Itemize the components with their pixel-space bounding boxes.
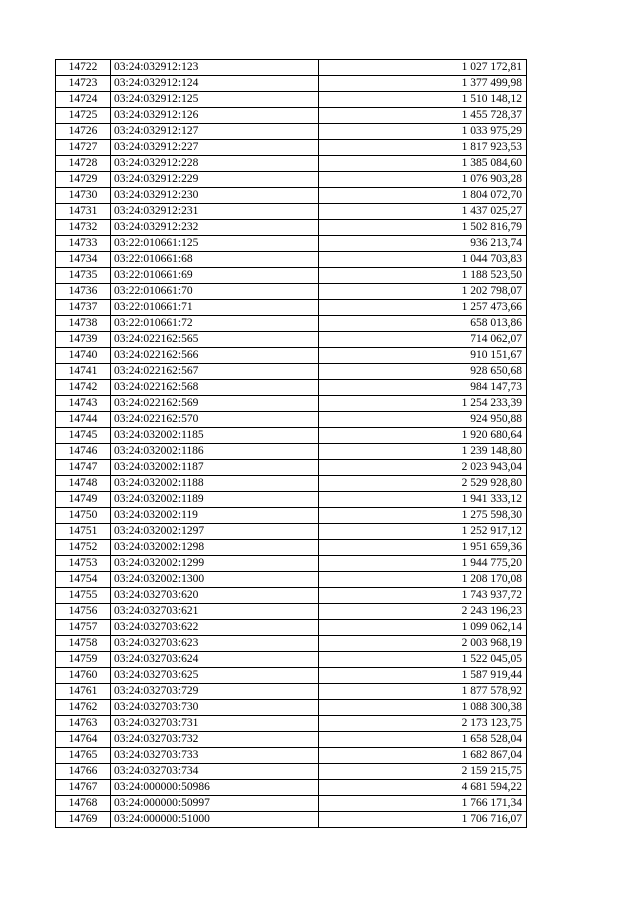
row-number-cell: 14764 [56,732,111,748]
table-row [56,588,527,604]
cadastral-number-cell: 03:24:032703:620 [111,588,319,604]
cadastral-number-cell: 03:24:032703:734 [111,764,319,780]
cadastral-value-cell: 1 455 728,37 [319,108,527,124]
row-number-cell: 14734 [56,252,111,268]
cadastral-number-cell: 03:24:032912:230 [111,188,319,204]
row-number-cell: 14762 [56,700,111,716]
cadastral-value-cell: 1 522 045,05 [319,652,527,668]
cadastral-value-cell: 1 385 084,60 [319,156,527,172]
cadastral-number-cell: 03:24:032703:730 [111,700,319,716]
table-row [56,364,527,380]
cadastral-number-cell: 03:24:032703:625 [111,668,319,684]
row-number-cell: 14739 [56,332,111,348]
cadastral-value-cell: 2 003 968,19 [319,636,527,652]
cadastral-number-cell: 03:22:010661:70 [111,284,319,300]
row-number-cell: 14755 [56,588,111,604]
table-row [56,188,527,204]
row-number-cell: 14738 [56,316,111,332]
row-number-cell: 14753 [56,556,111,572]
cadastral-value-table [55,59,527,828]
table-row [56,428,527,444]
cadastral-value-cell: 1 502 816,79 [319,220,527,236]
cadastral-value-cell: 1 044 703,83 [319,252,527,268]
table-row [56,732,527,748]
cadastral-number-cell: 03:24:022162:569 [111,396,319,412]
cadastral-value-cell: 1 088 300,38 [319,700,527,716]
cadastral-value-cell: 2 159 215,75 [319,764,527,780]
row-number-cell: 14759 [56,652,111,668]
cadastral-value-cell: 936 213,74 [319,236,527,252]
table-row [56,764,527,780]
cadastral-number-cell: 03:24:032703:624 [111,652,319,668]
cadastral-value-cell: 1 951 659,36 [319,540,527,556]
cadastral-value-cell: 1 877 578,92 [319,684,527,700]
row-number-cell: 14729 [56,172,111,188]
table-row [56,252,527,268]
table-row [56,220,527,236]
cadastral-value-cell: 2 023 943,04 [319,460,527,476]
cadastral-number-cell: 03:24:032912:229 [111,172,319,188]
cadastral-number-cell: 03:24:032002:1297 [111,524,319,540]
cadastral-value-cell: 1 587 919,44 [319,668,527,684]
table-row [56,780,527,796]
cadastral-number-cell: 03:24:000000:50986 [111,780,319,796]
cadastral-value-cell: 1 188 523,50 [319,268,527,284]
row-number-cell: 14730 [56,188,111,204]
table-row [56,300,527,316]
row-number-cell: 14725 [56,108,111,124]
cadastral-value-cell: 910 151,67 [319,348,527,364]
cadastral-value-cell: 658 013,86 [319,316,527,332]
table-row [56,796,527,812]
cadastral-value-cell: 1 682 867,04 [319,748,527,764]
cadastral-value-cell: 1 817 923,53 [319,140,527,156]
row-number-cell: 14747 [56,460,111,476]
cadastral-number-cell: 03:24:032912:228 [111,156,319,172]
cadastral-value-cell: 714 062,07 [319,332,527,348]
table-row [56,236,527,252]
table-row [56,700,527,716]
cadastral-number-cell: 03:24:032912:126 [111,108,319,124]
cadastral-number-cell: 03:24:022162:570 [111,412,319,428]
row-number-cell: 14745 [56,428,111,444]
table-row [56,92,527,108]
table-row [56,140,527,156]
cadastral-number-cell: 03:24:032703:623 [111,636,319,652]
cadastral-number-cell: 03:22:010661:68 [111,252,319,268]
cadastral-value-cell: 1 208 170,08 [319,572,527,588]
table-row [56,156,527,172]
row-number-cell: 14742 [56,380,111,396]
cadastral-value-cell: 1 920 680,64 [319,428,527,444]
table-row [56,460,527,476]
cadastral-number-cell: 03:22:010661:72 [111,316,319,332]
row-number-cell: 14765 [56,748,111,764]
cadastral-number-cell: 03:24:032002:1300 [111,572,319,588]
table-row [56,620,527,636]
cadastral-number-cell: 03:24:032002:1186 [111,444,319,460]
cadastral-value-cell: 1 437 025,27 [319,204,527,220]
cadastral-number-cell: 03:24:032912:231 [111,204,319,220]
row-number-cell: 14746 [56,444,111,460]
cadastral-number-cell: 03:24:032912:227 [111,140,319,156]
table-row [56,124,527,140]
cadastral-value-cell: 1 944 775,20 [319,556,527,572]
cadastral-number-cell: 03:24:032703:732 [111,732,319,748]
table-row [56,268,527,284]
row-number-cell: 14722 [56,60,111,76]
row-number-cell: 14758 [56,636,111,652]
cadastral-number-cell: 03:24:032703:731 [111,716,319,732]
cadastral-number-cell: 03:24:032703:622 [111,620,319,636]
row-number-cell: 14727 [56,140,111,156]
cadastral-number-cell: 03:24:000000:51000 [111,812,319,828]
cadastral-number-cell: 03:24:022162:567 [111,364,319,380]
cadastral-value-cell: 1 076 903,28 [319,172,527,188]
cadastral-value-cell: 4 681 594,22 [319,780,527,796]
table-row [56,556,527,572]
cadastral-value-cell: 1 239 148,80 [319,444,527,460]
cadastral-value-cell: 1 510 148,12 [319,92,527,108]
cadastral-number-cell: 03:24:032912:123 [111,60,319,76]
cadastral-number-cell: 03:24:022162:565 [111,332,319,348]
table-row [56,668,527,684]
table-row [56,60,527,76]
cadastral-number-cell: 03:24:022162:568 [111,380,319,396]
cadastral-value-cell: 1 254 233,39 [319,396,527,412]
row-number-cell: 14732 [56,220,111,236]
table-row [56,748,527,764]
row-number-cell: 14757 [56,620,111,636]
cadastral-value-cell: 1 941 333,12 [319,492,527,508]
table-row [56,684,527,700]
cadastral-value-cell: 1 027 172,81 [319,60,527,76]
row-number-cell: 14760 [56,668,111,684]
row-number-cell: 14736 [56,284,111,300]
cadastral-number-cell: 03:24:032002:1187 [111,460,319,476]
row-number-cell: 14723 [56,76,111,92]
table-row [56,540,527,556]
row-number-cell: 14769 [56,812,111,828]
table-row [56,524,527,540]
row-number-cell: 14763 [56,716,111,732]
cadastral-value-cell: 1 257 473,66 [319,300,527,316]
row-number-cell: 14731 [56,204,111,220]
cadastral-value-cell: 2 173 123,75 [319,716,527,732]
table-row [56,476,527,492]
table-row [56,444,527,460]
cadastral-number-cell: 03:24:032002:1185 [111,428,319,444]
cadastral-value-cell: 1 377 499,98 [319,76,527,92]
table-row [56,508,527,524]
row-number-cell: 14752 [56,540,111,556]
cadastral-value-cell: 1 099 062,14 [319,620,527,636]
cadastral-value-cell: 1 202 798,07 [319,284,527,300]
row-number-cell: 14733 [56,236,111,252]
cadastral-number-cell: 03:24:032912:124 [111,76,319,92]
cadastral-number-cell: 03:24:022162:566 [111,348,319,364]
table-row [56,348,527,364]
row-number-cell: 14744 [56,412,111,428]
table-row [56,284,527,300]
row-number-cell: 14754 [56,572,111,588]
cadastral-value-cell: 2 529 928,80 [319,476,527,492]
row-number-cell: 14749 [56,492,111,508]
cadastral-number-cell: 03:24:000000:50997 [111,796,319,812]
cadastral-value-cell: 1 706 716,07 [319,812,527,828]
table-row [56,492,527,508]
row-number-cell: 14726 [56,124,111,140]
cadastral-number-cell: 03:24:032703:621 [111,604,319,620]
table-row [56,396,527,412]
cadastral-number-cell: 03:24:032002:1189 [111,492,319,508]
cadastral-number-cell: 03:24:032703:733 [111,748,319,764]
table-row [56,332,527,348]
table-row [56,380,527,396]
table-row [56,652,527,668]
cadastral-number-cell: 03:22:010661:125 [111,236,319,252]
table-row [56,636,527,652]
cadastral-number-cell: 03:24:032703:729 [111,684,319,700]
row-number-cell: 14735 [56,268,111,284]
cadastral-number-cell: 03:24:032002:119 [111,508,319,524]
row-number-cell: 14741 [56,364,111,380]
cadastral-value-cell: 1 275 598,30 [319,508,527,524]
row-number-cell: 14740 [56,348,111,364]
row-number-cell: 14748 [56,476,111,492]
cadastral-value-cell: 928 650,68 [319,364,527,380]
cadastral-value-cell: 2 243 196,23 [319,604,527,620]
row-number-cell: 14761 [56,684,111,700]
cadastral-number-cell: 03:24:032002:1299 [111,556,319,572]
cadastral-value-cell: 1 252 917,12 [319,524,527,540]
table-row [56,76,527,92]
row-number-cell: 14751 [56,524,111,540]
table-row [56,412,527,428]
row-number-cell: 14750 [56,508,111,524]
cadastral-value-cell: 924 950,88 [319,412,527,428]
cadastral-number-cell: 03:24:032912:127 [111,124,319,140]
row-number-cell: 14728 [56,156,111,172]
cadastral-number-cell: 03:24:032002:1298 [111,540,319,556]
cadastral-number-cell: 03:24:032002:1188 [111,476,319,492]
table-body [56,60,527,828]
cadastral-number-cell: 03:22:010661:69 [111,268,319,284]
table-row [56,108,527,124]
row-number-cell: 14737 [56,300,111,316]
cadastral-value-cell: 1 804 072,70 [319,188,527,204]
table-row [56,716,527,732]
cadastral-number-cell: 03:22:010661:71 [111,300,319,316]
table-row [56,204,527,220]
table-row [56,604,527,620]
table-row [56,172,527,188]
row-number-cell: 14724 [56,92,111,108]
cadastral-number-cell: 03:24:032912:232 [111,220,319,236]
table-row [56,316,527,332]
table-row [56,812,527,828]
row-number-cell: 14756 [56,604,111,620]
row-number-cell: 14767 [56,780,111,796]
cadastral-value-cell: 1 658 528,04 [319,732,527,748]
cadastral-value-cell: 984 147,73 [319,380,527,396]
cadastral-value-cell: 1 766 171,34 [319,796,527,812]
row-number-cell: 14768 [56,796,111,812]
table-row [56,572,527,588]
cadastral-value-cell: 1 743 937,72 [319,588,527,604]
row-number-cell: 14743 [56,396,111,412]
row-number-cell: 14766 [56,764,111,780]
cadastral-number-cell: 03:24:032912:125 [111,92,319,108]
cadastral-value-cell: 1 033 975,29 [319,124,527,140]
